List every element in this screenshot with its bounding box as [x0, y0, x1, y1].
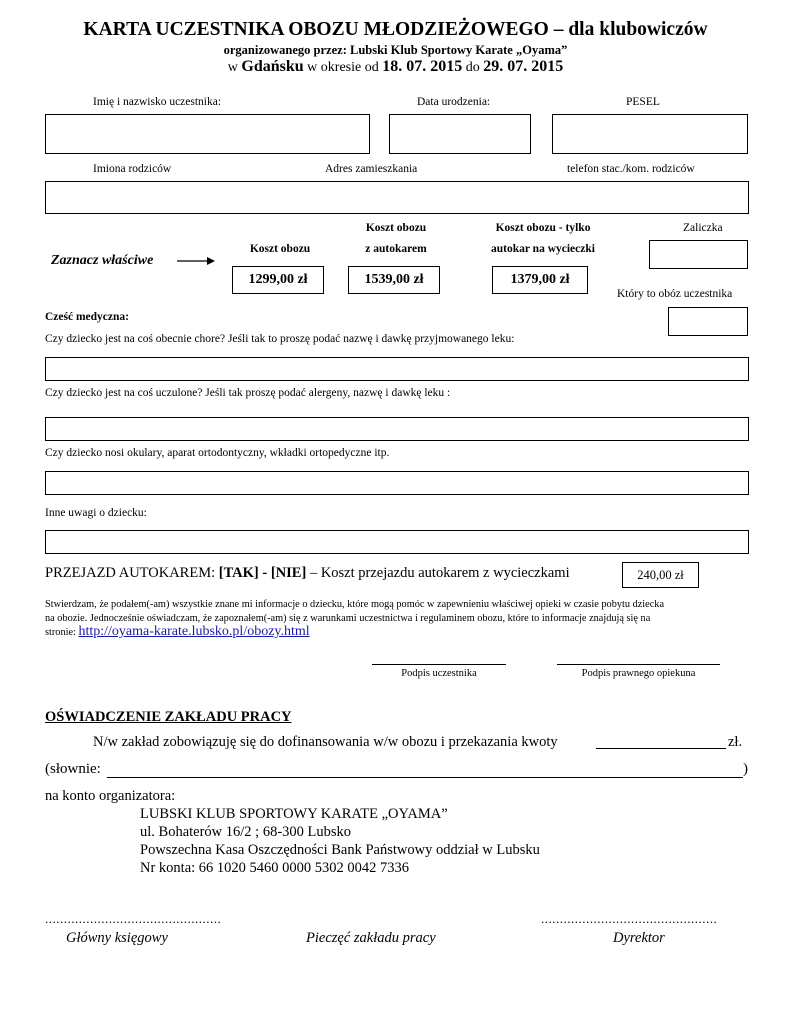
amount-field[interactable]	[596, 748, 726, 749]
address-label: Adres zamieszkania	[325, 163, 418, 175]
guardian-signature-line	[557, 664, 720, 665]
deposit-label: Zaliczka	[683, 222, 723, 234]
account-intro: na konto organizatora:	[45, 788, 176, 804]
parents-address-phone-field[interactable]	[45, 181, 749, 214]
option-bus-header-1: Koszt obozu	[365, 222, 427, 234]
currency-label: zł.	[728, 734, 743, 750]
phone-label: telefon stac./kom. rodziców	[567, 163, 695, 175]
bus-transport-suffix: – Koszt przejazdu autokarem z wycieczkami	[306, 565, 570, 581]
amount-in-words-prefix: (słownie:	[45, 761, 101, 777]
guardian-signature-caption: Podpis prawnego opiekuna	[581, 668, 696, 679]
amount-in-words-suffix: )	[743, 761, 748, 777]
camp-place: Gdańsku	[241, 58, 304, 75]
bank-name: Powszechna Kasa Oszczędności Bank Państwowy oddział w Lubsku	[140, 842, 540, 858]
date-to-prefix: do	[465, 60, 480, 75]
bus-transport-price: 240,00 zł	[622, 562, 699, 588]
birth-date-field[interactable]	[389, 114, 531, 154]
declaration-text	[45, 598, 753, 640]
accountant-signature-dots: ...............................................	[45, 911, 222, 926]
option-bus-price[interactable]: 1539,00 zł	[348, 266, 440, 294]
medical-section-title: Cześć medyczna:	[45, 311, 129, 323]
organizer-address: ul. Bohaterów 16/2 ; 68-300 Lubsko	[140, 824, 352, 840]
option-camp-price[interactable]: 1299,00 zł	[232, 266, 324, 294]
regulations-link[interactable]: http://oyama-karate.lubsko.pl/obozy.html	[78, 624, 310, 639]
declaration-line-1: Stwierdzam, że podałem(-am) wszystkie znane mi informacje o dziecku, które mogą pomóc w zapewnieniu właściwej opieki w czasie pobytu dziecka	[45, 599, 665, 610]
date-from: 18. 07. 2015	[382, 58, 463, 75]
pesel-label: PESEL	[626, 96, 660, 108]
page-title: KARTA UCZESTNIKA OBOZU MŁODZIEŻOWEGO – dla klubowiczów	[83, 19, 708, 40]
name-label: Imię i nazwisko uczestnika:	[93, 96, 222, 108]
account-number: Nr konta: 66 1020 5460 0000 5302 0042 7336	[140, 860, 410, 876]
name-field[interactable]	[45, 114, 370, 154]
option-bus-header-2: z autokarem	[365, 243, 427, 255]
camp-place-dates	[0, 58, 791, 76]
participant-signature-caption: Podpis uczestnika	[401, 668, 477, 679]
bus-yes-option[interactable]: [TAK]	[218, 565, 259, 581]
director-signature-dots: ...............................................	[541, 911, 718, 926]
which-camp-label: Który to obóz uczestnika	[617, 288, 733, 300]
option-trips-header-2: autokar na wycieczki	[491, 243, 595, 255]
declaration-line-2: na obozie. Jednocześnie oświadczam, że zapoznałem(-am) się z warunkami uczestnictwa i regulaminem obozu, które to informacje znajdują się na	[45, 612, 651, 624]
declaration-line-3: stronie:	[45, 627, 79, 638]
employer-section-title: OŚWIADCZENIE ZAKŁADU PRACY	[45, 709, 292, 725]
parents-label: Imiona rodziców	[93, 163, 172, 175]
allergy-field[interactable]	[45, 417, 749, 441]
organizer-line: organizowanego przez: Lubski Klub Sportowy Karate „Oyama”	[223, 43, 568, 57]
deposit-field[interactable]	[649, 240, 748, 269]
illness-field[interactable]	[45, 357, 749, 381]
bus-option-separator: -	[258, 565, 271, 581]
birth-date-label: Data urodzenia:	[417, 96, 491, 108]
option-trips-price[interactable]: 1379,00 zł	[492, 266, 588, 294]
employer-statement: N/w zakład zobowiązuję się do dofinansowania w/w obozu i przekazania kwoty	[93, 734, 558, 750]
participant-signature-line	[372, 664, 506, 665]
organizer-name: LUBSKI KLUB SPORTOWY KARATE „OYAMA”	[140, 806, 448, 822]
question-allergy: Czy dziecko jest na coś uczulone? Jeśli tak proszę podać alergeny, nazwę i dawkę leku :	[45, 387, 451, 399]
aids-field[interactable]	[45, 471, 749, 495]
question-other-notes: Inne uwagi o dziecku:	[45, 507, 147, 519]
period-prefix: w okresie od	[307, 60, 379, 75]
director-caption: Dyrektor	[613, 930, 665, 946]
date-to: 29. 07. 2015	[483, 58, 564, 75]
bus-transport-line	[45, 565, 570, 582]
option-camp-header: Koszt obozu	[249, 243, 311, 255]
mark-option-label: Zaznacz właściwe	[51, 253, 154, 268]
bus-transport-prefix: PRZEJAZD AUTOKAREM:	[45, 565, 219, 581]
pesel-field[interactable]	[552, 114, 748, 154]
company-stamp-caption: Pieczęć zakładu pracy	[306, 930, 436, 946]
other-notes-field[interactable]	[45, 530, 749, 554]
bus-no-option[interactable]: [NIE]	[270, 565, 307, 581]
question-illness: Czy dziecko jest na coś obecnie chore? Jeśli tak to proszę podać nazwę i dawkę przyjmowanego leku:	[45, 333, 515, 345]
arrow-right-icon	[176, 255, 216, 267]
option-trips-header-1: Koszt obozu - tylko	[495, 222, 591, 234]
amount-in-words-field[interactable]	[107, 777, 743, 778]
which-camp-field[interactable]	[668, 307, 748, 336]
question-aids: Czy dziecko nosi okulary, aparat ortodontyczny, wkładki ortopedyczne itp.	[45, 447, 390, 459]
place-prefix: w	[227, 60, 238, 75]
chief-accountant-caption: Główny księgowy	[66, 930, 168, 946]
